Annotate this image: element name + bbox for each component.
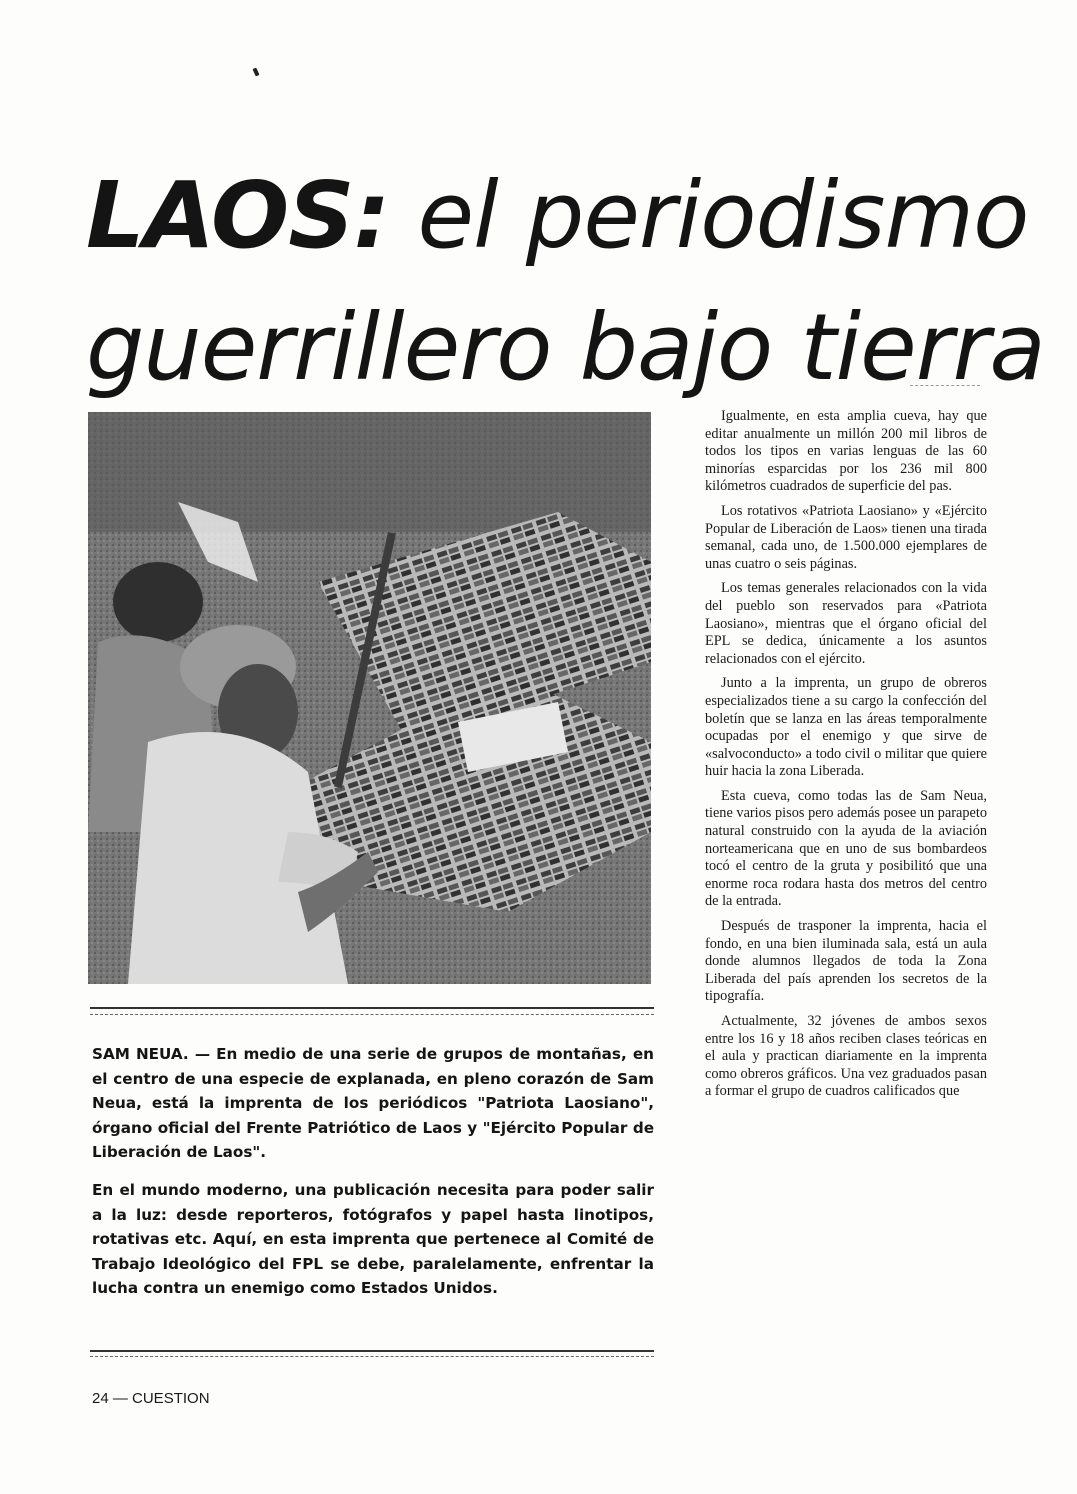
article-headline — [86, 150, 1045, 414]
headline-line-2: guerrillero bajo tierra — [86, 294, 1045, 401]
headline-lead: LAOS: — [86, 162, 390, 269]
column-paragraph: Después de trasponer la imprenta, hacia el fondo, en una bien iluminada sala, está un aula donde alumnos llegados de toda la Zona Liberada del país aprenden los secretos de la tipografía. — [705, 918, 987, 1005]
headline-line-1-rest: el periodismo — [417, 162, 1029, 269]
print-speck — [252, 68, 259, 77]
lead-bottom-rule — [90, 1350, 654, 1352]
photo-bottom-rule — [90, 1007, 654, 1009]
headline-rule — [910, 385, 980, 386]
page-footer: 24 — CUESTION — [92, 1390, 210, 1407]
photo-bottom-rule-2 — [90, 1014, 654, 1015]
column-paragraph: Junto a la imprenta, un grupo de obreros especializados tiene a su cargo la confección del boletín que se lanza en las áreas temporalmente ocupadas por el enemigo y que sirve de «salvoconducto» a todo civil o militar que quiere huir hacia la zona Liberada. — [705, 675, 987, 780]
column-paragraph: Igualmente, en esta amplia cueva, hay que editar anualmente un millón 200 mil libros de todos los tipos en varias lenguas de las 60 minorías esparcidas por los 236 mil 800 kilómetros cuadrados de superficie del pas. — [705, 408, 987, 495]
right-column — [705, 408, 987, 1108]
column-paragraph: Los rotativos «Patriota Laosiano» y «Ejército Popular de Liberación de Laos» tienen una tirada semanal, cada uno, de 1.500.000 ejemplares de unas cuatro o seis páginas. — [705, 502, 987, 572]
column-paragraph: Actualmente, 32 jóvenes de ambos sexos entre los 16 y 18 años reciben clases teóricas en el aula y practican diariamente en la imprenta como obreros gráficos. Una vez graduados pasan a formar el grupo de cuadros calificados que — [705, 1013, 987, 1100]
headline-line-1 — [86, 150, 1029, 282]
photo-illustration — [88, 412, 651, 984]
column-paragraph: Esta cueva, como todas las de Sam Neua, tiene varios pisos pero además posee un parapeto natural construido con la ayuda de la aviación norteamericana que en uno de sus bombardeos tocó el centro de la gruta y posibilitó que una enorme roca rodara hasta dos metros del centro de la entrada. — [705, 787, 987, 910]
column-paragraph: Los temas generales relacionados con la vida del pueblo son reservados para «Patriota Laosiano», mientras que el órgano oficial del EPL se dedica, únicamente a los asuntos relacionados con el ejército. — [705, 580, 987, 667]
lead-paragraph-1: SAM NEUA. — En medio de una serie de grupos de montañas, en el centro de una especie de explanada, en pleno corazón de Sam Neua, está la imprenta de los periódicos "Patriota Laosiano", órgano oficial del Frente Patriótico de Laos y "Ejército Popular de Liberación de Laos". — [92, 1045, 654, 1162]
printing-press-photo — [88, 412, 651, 984]
lead-bottom-rule-2 — [90, 1356, 654, 1357]
lead-paragraph-2: En el mundo moderno, una publicación necesita para poder salir a la luz: desde reporteros, fotógrafos y papel hasta linotipos, rotativas etc. Aquí, en esta imprenta que pertenece al Comité de Trabajo Ideológico del FPL se debe, paralelamente, enfrentar la lucha contra un enemigo como Estados Unidos. — [92, 1181, 654, 1298]
